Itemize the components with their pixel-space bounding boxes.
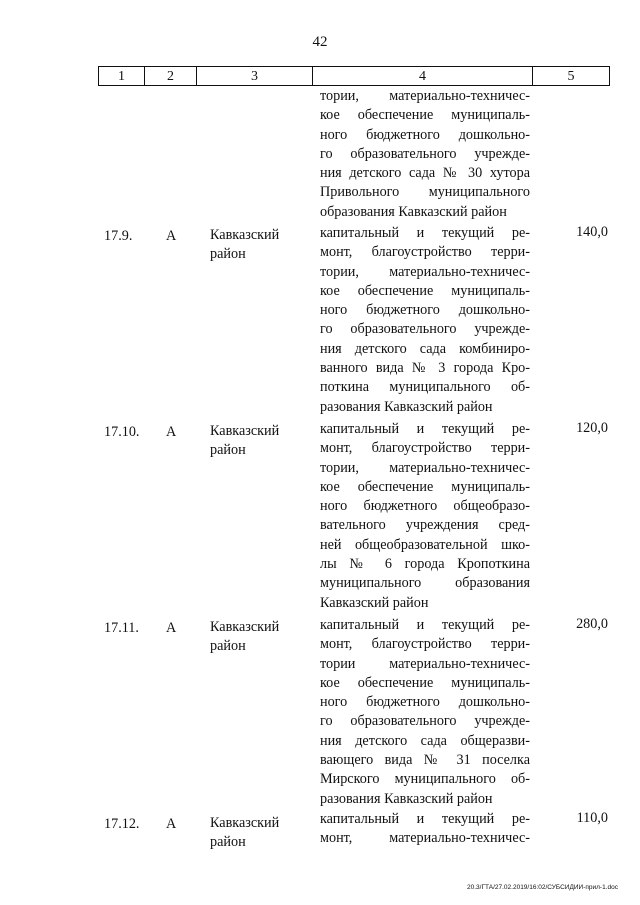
- row-number: 17.9.: [104, 228, 133, 244]
- description-line: кое обеспечение муниципаль-: [320, 478, 530, 495]
- row-amount: 140,0: [576, 224, 608, 240]
- row-description: [320, 810, 530, 849]
- description-line: Мирского муниципального об-: [320, 771, 530, 788]
- description-line: поткина муниципального об-: [320, 379, 530, 396]
- row-district: Кавказский район: [210, 227, 280, 262]
- description-line: Привольного муниципального: [320, 184, 530, 201]
- description-line: ного бюджетного дошкольно-: [320, 694, 530, 711]
- description-line: образования Кавказский район: [320, 203, 507, 220]
- header-col-2: 2: [145, 67, 197, 85]
- row-district: Кавказский район: [210, 815, 280, 850]
- description-line: лы № 6 города Кропоткина: [320, 556, 530, 573]
- row-amount: 120,0: [576, 420, 608, 436]
- row-category: А: [166, 620, 177, 636]
- header-col-4: 4: [313, 67, 533, 85]
- description-line: ного бюджетного дошкольно-: [320, 302, 530, 319]
- row-description: [320, 224, 530, 417]
- header-col-1: 1: [99, 67, 145, 85]
- description-line: тории, материально-техничес-: [320, 459, 530, 476]
- description-line: разования Кавказский район: [320, 398, 493, 415]
- row-amount: 280,0: [576, 616, 608, 632]
- row-district: Кавказский район: [210, 619, 280, 654]
- row-category: А: [166, 228, 177, 244]
- description-line: монт, материально-техничес-: [320, 830, 530, 847]
- row-number: 17.12.: [104, 816, 140, 832]
- description-line: монт, благоустройство терри-: [320, 244, 530, 261]
- description-line: кое обеспечение муниципаль-: [320, 674, 530, 691]
- description-line: го образовательного учрежде-: [320, 321, 530, 338]
- description-line: тории, материально-техничес-: [320, 263, 530, 280]
- description-line: монт, благоустройство терри-: [320, 636, 530, 653]
- row-amount: 110,0: [576, 810, 608, 826]
- description-line: го образовательного учрежде-: [320, 145, 530, 162]
- row-category: А: [166, 424, 177, 440]
- row-category: А: [166, 816, 177, 832]
- description-line: вательного учреждения сред-: [320, 517, 530, 534]
- description-line: ния детского сада № 30 хутора: [320, 165, 530, 182]
- description-line: ния детского сада общеразви-: [320, 732, 530, 749]
- description-line: ния детского сада комбиниро-: [320, 340, 530, 357]
- description-line: го образовательного учрежде-: [320, 713, 530, 730]
- description-line: Кавказский район: [320, 594, 429, 611]
- row-description: [320, 616, 530, 809]
- description-line: ней общеобразовательной шко-: [320, 536, 530, 553]
- description-line: ного бюджетного дошкольно-: [320, 126, 530, 143]
- description-line: тории материально-техничес-: [320, 655, 530, 672]
- description-line: капитальный и текущий ре-: [320, 225, 530, 241]
- header-col-3: 3: [197, 67, 313, 85]
- row-number: 17.10.: [104, 424, 140, 440]
- description-line: муниципального образования: [320, 575, 530, 592]
- description-line: капитальный и текущий ре-: [320, 421, 530, 437]
- header-col-5: 5: [567, 69, 575, 84]
- description-line: капитальный и текущий ре-: [320, 617, 530, 633]
- row-description: [320, 420, 530, 613]
- description-line: вающего вида № 31 поселка: [320, 752, 530, 769]
- description-line: ванного вида № 3 города Кро-: [320, 360, 530, 377]
- page-number: 42: [312, 34, 328, 50]
- description-line: кое обеспечение муниципаль-: [320, 107, 530, 124]
- description-line: монт, благоустройство терри-: [320, 440, 530, 457]
- table-header: [98, 66, 610, 86]
- description-line: кое обеспечение муниципаль-: [320, 282, 530, 299]
- continued-description: [320, 87, 530, 222]
- file-path-footer: 20.3/ГТА/27.02.2019/16:02/СУБСИДИИ-прил-1.doc: [467, 884, 618, 891]
- description-line: тории, материально-техничес-: [320, 88, 530, 104]
- row-district: Кавказский район: [210, 423, 280, 458]
- description-line: капитальный и текущий ре-: [320, 811, 530, 827]
- row-number: 17.11.: [104, 620, 139, 636]
- description-line: разования Кавказский район: [320, 790, 493, 807]
- description-line: ного бюджетного общеобразо-: [320, 498, 530, 515]
